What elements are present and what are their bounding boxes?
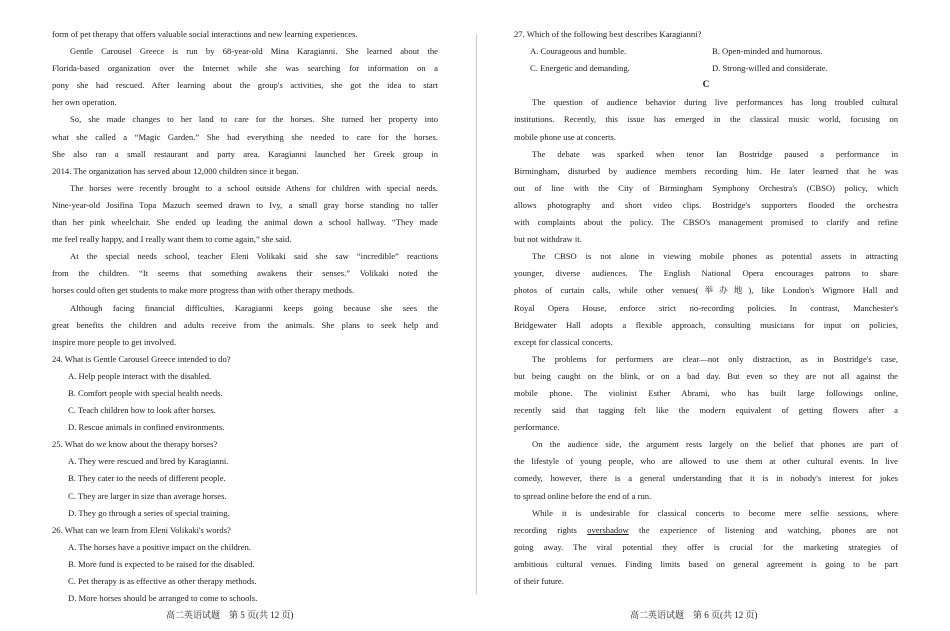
answer-option[interactable]: A. They were rescued and bred by Karagianni. [68, 456, 229, 467]
passage-line: but not withdraw it. [514, 234, 582, 245]
passage-line: going away. The viral potential they offer is crucial for the marketing strategies of [514, 541, 898, 552]
passage-line: Gentle Carousel Greece is run by 68-year-old Mina Karagianni. She learned about the [70, 46, 438, 57]
passage-line: Florida-based organization over the Internet while she was searching for information on a [52, 63, 438, 74]
passage-line: ambitious cultural venues. Finding limits based on general agreement is going to be part [514, 558, 898, 569]
passage-line: The problems for performers are clear—not only distraction, as in Bostridge's case, [532, 353, 898, 364]
passage-line: Birmingham, disturbed by audience members recording him. He later learned that he was [514, 165, 898, 176]
passage-line: 2014. The organization has served about 12,000 children since it began. [52, 165, 299, 176]
passage-line: On the audience side, the argument rests largely on the belief that phones are part of [532, 439, 898, 450]
question-27: 27. Which of the following best describes Karagianni? [514, 29, 702, 39]
answer-option[interactable]: C. They are larger in size than average horses. [68, 490, 227, 501]
passage-line: The question of audience behavior during live performances has long troubled cultural [532, 97, 898, 108]
passage-line: She also ran a small restaurant and party area. Karagianni launched her Greek group in [52, 148, 438, 159]
passage-line: recently said that tagging felt like the modern equivalent of getting flowers after a [514, 405, 898, 416]
passage-line: the lifestyle of young people, who are allowed to use them at other cultural events. In live [514, 456, 898, 467]
page-footer-left: 高二英语试题 第 5 页(共 12 页) [166, 610, 294, 620]
passage-line: allows photography and short video clips. Bostridge's supporters flooded the orchestra [514, 199, 898, 210]
passage-line: but being caught on the blink, or on a bad day. But even so they are not all against the [514, 370, 898, 381]
passage-line: The debate was sparked when tenor Ian Bostridge paused a performance in [532, 148, 898, 159]
underlined-word: overshadow [587, 524, 629, 535]
passage-line: So, she made changes to her land to care for the horses. She turned her property into [70, 114, 438, 125]
passage-line: out of line with the City of Birmingham Symphony Orchestra's (CBSO) policy, which [514, 182, 898, 193]
passage-line: comedy, however, there is a general understanding that it is in nobody's interest for jokes [514, 473, 898, 484]
passage-line: what she called a “Magic Garden.” She had everything she needed to care for the horses. [52, 131, 438, 142]
passage-line: pony she had rescued. After learning about the group's activities, she got the idea to start [52, 80, 438, 91]
answer-option[interactable]: C. Teach children how to look after horses. [68, 405, 216, 416]
answer-option[interactable]: A. The horses have a positive impact on the children. [68, 541, 251, 552]
passage-line: from the children. “It seems that something awakens their senses.” Volikaki noted the [52, 268, 438, 279]
passage-line: While it is undesirable for classical concerts to become mere selfie sessions, where [532, 507, 898, 518]
q27-option-c[interactable]: C. Energetic and demanding. [530, 63, 630, 74]
passage-line-underlined [514, 522, 898, 539]
passage-line: Although facing financial difficulties, Karagianni keeps going because she sees the [70, 302, 438, 313]
answer-option[interactable]: A. Help people interact with the disabled. [68, 370, 212, 381]
q27-option-a[interactable]: A. Courageous and humble. [530, 46, 627, 57]
passage-line: with complaints about the policy. The CBSO's management promised to clarify and refine [514, 217, 898, 228]
q27-option-b[interactable]: B. Open-minded and humorous. [712, 46, 823, 57]
passage-line: inspire more people to get involved. [52, 336, 177, 347]
answer-option[interactable]: D. Rescue animals in confined environments. [68, 422, 225, 433]
passage-line: to spread online before the end of a run. [514, 490, 652, 501]
section-heading-c: C [702, 80, 710, 91]
passage-line: me feel really happy, and I really want them to come again,” she said. [52, 234, 292, 245]
answer-option[interactable]: B. More fund is expected to be raised for the disabled. [68, 558, 255, 569]
line-text-pre: recording rights [514, 524, 588, 535]
answer-option[interactable]: D. More horses should be arranged to come to schools. [68, 593, 258, 604]
passage-line: of their future. [514, 576, 564, 586]
page-footer-right: 高二英语试题 第 6 页(共 12 页) [630, 610, 758, 620]
answer-option[interactable]: B. They cater to the needs of different people. [68, 473, 226, 484]
q27-options-row-1 [514, 43, 898, 60]
question-stem: 24. What is Gentle Carousel Greece intended to do? [52, 353, 231, 364]
passage-line: form of pet therapy that offers valuable social interactions and new learning experiences. [52, 29, 358, 39]
q27-option-d[interactable]: D. Strong-willed and considerate. [712, 63, 828, 74]
passage-line: than her pink wheelchair. She ended up leading the animal down a school hallway. “They made [52, 217, 438, 228]
passage-c-body [514, 94, 898, 521]
passage-line: younger, diverse audiences. The English National Opera encourages patrons to share [514, 268, 898, 279]
passage-line: except for classical concerts. [514, 336, 613, 347]
passage-line: institutions. Recently, this issue has emerged in the classical music world, focusing on [514, 114, 898, 125]
passage-line: mobile phone use at concerts. [514, 131, 616, 142]
passage-line: photos of curtain calls, while other venues(举办地), like London's Wigmore Hall and [514, 285, 898, 296]
passage-line: The horses were recently brought to a school outside Athens for children with special needs. [70, 182, 438, 193]
passage-line: performance. [514, 422, 560, 433]
answer-option[interactable]: C. Pet therapy is as effective as other therapy methods. [68, 576, 257, 586]
right-page-column [514, 26, 898, 590]
question-stem: 26. What can we learn from Eleni Volikaki's words? [52, 524, 231, 535]
page-divider [476, 34, 477, 594]
line-text-post: the experience of listening and watching, phones are not [628, 524, 898, 535]
passage-line: The CBSO is not alone in viewing mobile phones as potential assets in attracting [532, 251, 898, 262]
answer-option[interactable]: D. They go through a series of special training. [68, 507, 230, 518]
passage-c-ending [514, 539, 898, 590]
passage-line: horses could often get students to make more progress than with other therapy methods. [52, 285, 355, 296]
passage-line: Bridgewater Hall adopts a flexible approach, consulting musicians for input on policies, [514, 319, 898, 330]
passage-line: mobile phone. The violinist Esther Abrami, who has built large followings online, [514, 387, 898, 398]
passage-line: Nine-year-old Josifina Topa Mazuch seemed drawn to Ivy, a small gray horse standing no taller [52, 199, 438, 210]
q27-options-row-2 [514, 60, 898, 77]
passage-line: great benefits the children and adults receive from the animals. She plans to seek help and [52, 319, 438, 330]
passage-line: her own operation. [52, 97, 117, 108]
passage-line: Royal Opera House, enforce strict no-recording policies. In contrast, Manchester's [514, 302, 898, 313]
passage-line: At the special needs school, teacher Eleni Volikaki said she saw “incredible” reactions [70, 251, 438, 262]
left-page-column [52, 26, 438, 607]
answer-option[interactable]: B. Comfort people with special health needs. [68, 387, 223, 398]
question-stem: 25. What do we know about the therapy horses? [52, 439, 218, 450]
